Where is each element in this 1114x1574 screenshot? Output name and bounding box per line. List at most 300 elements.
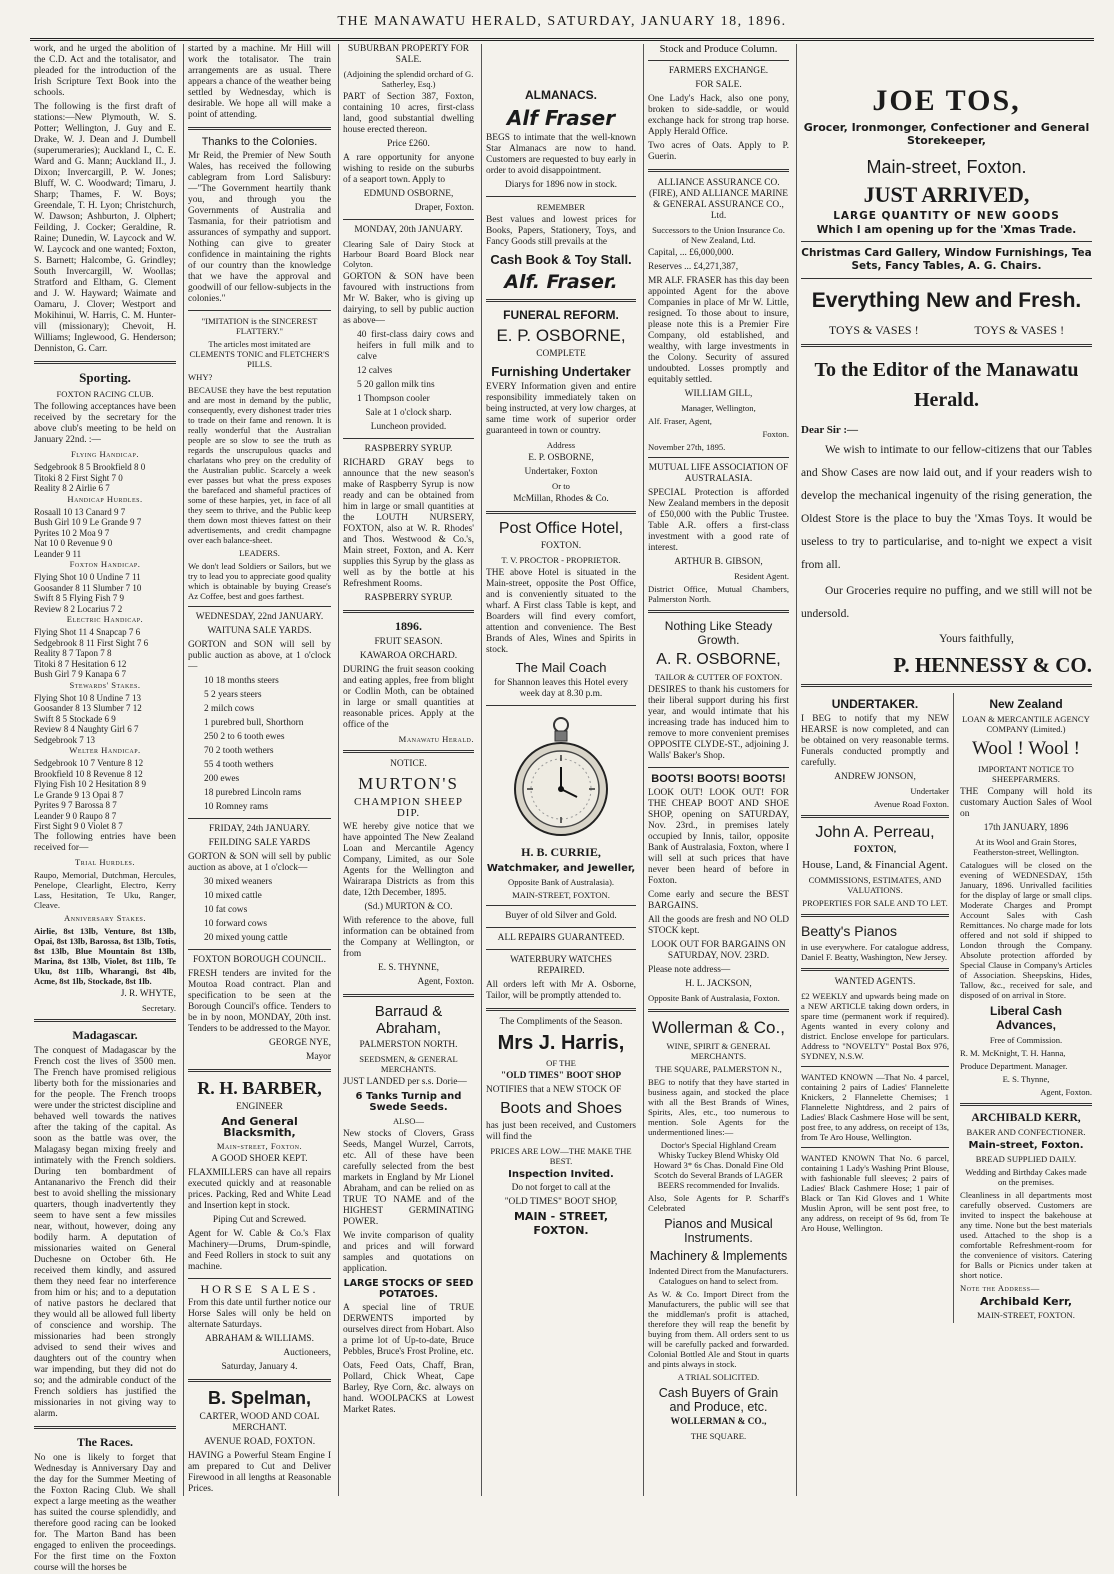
column-3 (338, 44, 478, 1496)
ad-heading: AVENUE ROAD, FOXTON. (203, 1437, 316, 1447)
race-row: Flying Shot 11 4 Snapcap 7 6 (34, 627, 141, 637)
ad-heading: BREAD SUPPLIED DAILY. (975, 1154, 1077, 1164)
ad-text: Agent for W. Cable & Co.'s Flax Machinery—Drums, Drum-spindle, and Feed Rollers in stock to suit any machine. (188, 1229, 331, 1272)
ad-title: Boots and Shoes (500, 1100, 622, 1117)
ad-heading: LARGE STOCKS OF SEED POTATOES. (343, 1278, 474, 1300)
divider (34, 1426, 176, 1429)
ad-heading: LARGE QUANTITY OF NEW GOODS (833, 210, 1060, 222)
ad-text: DESIRES to thank his customers for their liberal support during his first year, and would intimate that his increasing trade has induced him to remove to more convenient premises OPPOSITE CLYDE-ST., adjoining J. Walls' Baker's Shop. (648, 685, 789, 761)
divider (34, 1019, 176, 1022)
race-row: Flying Shot 10 8 Undine 7 13 (34, 692, 142, 703)
column-5 (643, 44, 793, 1496)
ad-title: ARCHIBALD KERR, (971, 1112, 1081, 1124)
ad-heading: Pianos and Musical Instruments. (664, 1217, 773, 1245)
signature-title: Resident Agent. (734, 571, 789, 581)
ad-text: Luncheon provided. (370, 422, 447, 432)
ad-heading: IMPORTANT NOTICE TO SHEEPFARMERS. (978, 764, 1074, 784)
race-row: Goosander 8 13 Slumber 7 12 (34, 703, 142, 713)
ad-heading: WANTED AGENTS. (834, 977, 916, 987)
column-1 (30, 44, 180, 1573)
ad-heading: FOXTON. (540, 541, 582, 551)
ad-heading: MONDAY, 20th JANUARY. (354, 225, 463, 235)
list-item: 20 mixed young cattle (204, 933, 288, 943)
ad-heading: TAILOR & CUTTER OF FOXTON. (654, 672, 783, 682)
race-heading: Foxton Handicap. (69, 559, 141, 569)
ad-text: BECAUSE they have the best reputation and are most in demand by the public, consequently, every dishonest trader tries to trade on their fame and renown. It is really wonderful that the Australian people are so slow to see the truth as regards the unscrupulous quacks and charlatans who prey on the credulity of the Australian public. Scarcely a week ever passes but what the press exposes the barefaced and shameful practices of some of these harpies, yet, in face of all they seem to thrive, and the Public keep them down most thieves fattest on their advertisements, and credit champagne over each balance-sheet. (188, 385, 331, 545)
ad-heading: "IMITATION is the SINCEREST FLATTERY." (201, 316, 318, 336)
ad-text: 17th JANUARY, 1896 (983, 823, 1069, 833)
ad-title: Wool ! Wool ! (972, 738, 1080, 759)
signature: Alf. Fraser, Agent, (648, 416, 712, 426)
list-item: 40 first-class dairy cows and heifers in full milk and to calve (357, 330, 474, 362)
article-text: No one is likely to forget that Wednesday is Anniversary Day and the day for the Summer Meeting of the Foxton Racing Club. We shall expect a large meeting as the weather has suited the course splendidly, and therefore good racing can be looked for. The Marton Band has been engaged to enliven the proceedings. For the first time on the Foxton course will the horses be (34, 1452, 176, 1573)
race-list (34, 572, 176, 614)
ad-title: John A. Perreau, (815, 824, 935, 841)
divider (188, 127, 331, 130)
section-heading: Sporting. (79, 370, 131, 385)
ad-heading: Which I am opening up for the 'Xmas Trade. (816, 224, 1077, 236)
divider (801, 344, 1092, 347)
ad-heading: New Zealand (989, 697, 1063, 711)
ad-text: Reserves ... £4,271,387, (648, 262, 739, 272)
ad-text: Cleanliness in all departments most carefully observed. Customers are invited to inspect the bakehouse at any time. None but the best materials used. Attached to the shop is a comfortable Refreshment-room for the convenience of visitors. Catering for Balls or Picnics under taken at short notice. (960, 1190, 1092, 1280)
article-text: The following acceptances have been received by the secretary for the above club's meeting to be held on January 22nd. :— (34, 402, 176, 445)
ad-text: A special line of TRUE DERWENTS imported by ourselves direct from Hobart. Also a prime lot of Up-to-date, Bruce Pebbles, Bruce's Frost Proline, etc. (343, 1303, 474, 1357)
ad-title: Mrs J. Harris, (497, 1032, 625, 1054)
ad-text: Successors to the Union Insurance Co. of New Zealand, Ltd. (652, 225, 785, 245)
ad-heading: LEADERS. (239, 548, 280, 558)
ad-heading: Inspection Invited. (508, 1169, 614, 1180)
race-row: Goosander 8 11 Slumber 7 10 (34, 582, 142, 593)
ad-text: Clearing Sale of Dairy Stock at Harbour Board Board Block near Colyton. (343, 239, 474, 269)
signature-title: Undertaker, Foxton (524, 467, 598, 477)
divider (801, 914, 949, 917)
race-row: First Sight 9 0 Violet 8 7 (34, 821, 123, 831)
article-text: work, and he urged the abolition of the C.D. Act and the totalisator, and pleaded for the introduction of the Irish Scripture Text Book into the schools. (34, 44, 176, 98)
ad-text: Catalogues will be closed on the evening of WEDNESDAY, 15th January, 1896. Unrivalled facilities for the display of large or small clips. Moderate Charges and Prompt Account Sales with Cash Remittances. No charge made for lots offered and not sold if shipped to London through the Company. Absolute protection afforded by Special Clause in Company's Articles of Association. Sheepskins, Hides, Tallow, &c., received for sale, and disposed of on arrival in Store. (960, 860, 1092, 1000)
letter-body: Our Groceries require no puffing, and we still will not be undersold. (801, 585, 1092, 620)
ad-heading: PALMERSTON NORTH. (359, 1040, 458, 1050)
ad-text: (Adjoining the splendid orchard of G. Satherley, Esq.) (343, 69, 474, 89)
signature-title: Draper, Foxton. (414, 203, 474, 213)
ad-title: Alf. Fraser. (504, 271, 618, 293)
ad-heading: FUNERAL REFORM. (503, 308, 619, 322)
ad-heading: BOOTS! BOOTS! BOOTS! (651, 773, 786, 785)
masthead: THE MANAWATU HERALD, SATURDAY, JANUARY 18, 1896. (30, 14, 1094, 41)
ad-text: THE Company will hold its customary Auction Sales of Wool on (960, 787, 1092, 819)
signature-title: Produce Department. Manager. (960, 1061, 1068, 1071)
ad-text: TOYS & VASES ! (974, 323, 1065, 337)
divider (343, 438, 474, 439)
ad-text: Come early and secure the BEST BARGAINS. (648, 890, 789, 911)
ad-heading: MUTUAL LIFE ASSOCIATION OF AUSTRALASIA. (648, 463, 789, 484)
letter-closing: Yours faithfully, (939, 633, 1014, 645)
ad-text: At its Wool and Grain Stores, Featherston-street, Wellington. (973, 837, 1079, 857)
divider (486, 196, 636, 197)
subheading: FOXTON RACING CLUB. (56, 389, 154, 399)
ad-heading: WEDNESDAY, 22nd JANUARY. (195, 612, 324, 622)
ad-text: We invite comparison of quality and prices and will forward samples and quotations on application. (343, 1231, 474, 1274)
ad-text: Capital, ... £6,000,000. (648, 248, 734, 258)
ad-text: RICHARD GRAY begs to announce that the new season's make of Raspberry Syrup is now ready and can be obtained from him in large or small quantities at the LOUTH NURSERY, FOXTON, also at W. R. Rhodes' and Thos. Westwood & Co.'s, Main street, Foxton, and A. Kerr supplies this Syrup by the glass as well as by the bottle at his Refreshment Rooms. (343, 458, 474, 589)
ad-heading: SUBURBAN PROPERTY FOR SALE. (348, 44, 469, 65)
ad-heading: T. V. PROCTOR - PROPRIETOR. (501, 555, 621, 565)
ad-title: B. Spelman, (207, 1388, 312, 1408)
ad-text: EVERY Information given and entire responsibility immediately taken on being instructed, at very low charges, at same time work of superior order guaranteed in town or country. (486, 382, 636, 436)
ad-heading: THE SQUARE, PALMERSTON N., (655, 1064, 782, 1074)
ad-heading: Christmas Card Gallery, Window Furnishings, Tea Sets, Fancy Tables, A. G. Chairs. (801, 247, 1092, 272)
ad-text: PART of Section 387, Foxton, containing 10 acres, first-class land, good substantial dwelling house erected thereon. (343, 92, 474, 135)
race-row: Brookfield 10 8 Revenue 8 12 (34, 768, 143, 779)
signature-title: Avenue Road Foxton. (873, 799, 949, 809)
divider (648, 610, 789, 613)
ad-heading: COMPLETE (536, 349, 586, 359)
article-text: The following entries have been received for— (34, 831, 176, 853)
race-heading: Stewards' Stakes. (69, 679, 141, 690)
article-text: Raupo, Memorial, Dutchman, Hercules, Penelope, Clearlight, Electro, Kerry Lass, Hesitation, Te Uku, Ranger, Cleave. (34, 869, 176, 910)
signature-title: THE SQUARE. (690, 1431, 747, 1441)
signature: ABRAHAM & WILLIAMS. (205, 1334, 314, 1344)
toys-row (801, 323, 1092, 338)
race-heading: Flying Handicap. (70, 449, 139, 459)
ad-text: I BEG to notify that my NEW HEARSE is now completed, and can be obtained on very reasonable terms. Funerals conducted promptly and carefully. (801, 714, 949, 768)
ad-text: NOTIFIES that a NEW STOCK OF (486, 1085, 622, 1095)
ad-text: District Office, Mutual Chambers, Palmerston North. (648, 584, 789, 604)
stock-list (188, 877, 331, 944)
ad-heading: RASPBERRY SYRUP. (364, 593, 453, 603)
race-row: Pyrites 10 2 Moa 9 7 (34, 527, 110, 538)
ad-text: Also, Sole Agents for P. Scharff's Celebrated (648, 1193, 789, 1213)
divider (486, 1008, 636, 1011)
divider (801, 815, 949, 818)
ad-heading: Machinery & Implements (649, 1249, 788, 1263)
article-text: The following is the first draft of stations:—New Plymouth, W. S. Potter; Wellington, J. Guy and E. Drake, W. J. Dean and J. Dumbell (superumeraries); Auckland I., C. E. Ward and G. Mann; Auckland II., J. Dixon; Invercargill, P. W. Jones; Bluff, W. C. Woodward; Timaru, J. Sharp; Thames, F. W. Boys; Greendale, T. H. Lyon; Christchurch, W. Dawson; Ashburton, J. Olphert; Feilding, J. Cocker; Geraldine, R. Raine; Dunedin, W. Laycock and W. W. Laycock and one wanted; Foxton, S. Barnett; Halcombe, G. Grindley; South Invercargill, W. Woollas; Stratford and Eltham, G. Clement and J. W. Hayward; Waimate and Oamaru, J. Clover; Westport and Mokihinui, W. Harris, C. M. Hunter-vill (missionary); Chevoit, H. Williams; Inglewood, G. Henderson; Denniston, G. Carr. (34, 102, 176, 354)
ad-text: COMMISSIONS, ESTIMATES, AND VALUATIONS. (808, 875, 942, 895)
article-text: The conquest of Madagascar by the French cost the lives of 3500 men. The French have promised religious liberty both for the missionaries and for the people. The French troops were under the strictest discipline and behaved well towards the natives after the taking of the capital. As soon as the battle was over, the Malagasy began mixing freely and intimately with the French soldiers. During ten bombardment of Antananarivo the French did their best to avoid shelling the missionary quarters, though inadvertently they seem to have sent a few missiles near, without, however, doing any bodily harm. A deputation of missionaries waited on General Duchesne on October 6th. He received them kindly, and assured them they need fear no interference from him or his; and to a deputation of native pastors he declared that they would all be allowed full liberty of conscience and worship. The missionaries had been strongly advised to send their wives and daughters out of the country when war impending, but they did not do so; and the admirable conduct of the French soldiers has justified the missionaries in not giving way to alarm. (34, 1045, 176, 1419)
divider (801, 241, 1092, 242)
divider (648, 169, 789, 172)
divider (188, 606, 331, 607)
race-row: Swift 8 5 Stockade 6 9 (34, 713, 116, 724)
race-list (34, 462, 176, 494)
ad-heading: LOAN & MERCANTILE AGENCY COMPANY (Limited.) (962, 714, 1090, 734)
ad-text: LOOK OUT! LOOK OUT! FOR THE CHEAP BOOT AND SHOE SHOP, opening on SATURDAY, Nov. 23rd., in premises lately occupied by Innis, tailor, opposite Bank of Australasia, Foxton, where I will sell at such prices that have never been heard of before in Foxton. (648, 788, 789, 886)
race-list (34, 693, 176, 746)
ad-text: DURING the fruit season cooking and eating apples, free from blight or Codlin Moth, can be obtained in large or small quantities at reasonable prices. Apply at the office of the (343, 665, 474, 730)
divider (648, 767, 789, 768)
ad-text: GORTON & SON have been favoured with instructions from Mr W. Baker, who is giving up dairying, to sell by public auction as above— (343, 272, 474, 326)
signature-title: Mayor (306, 1052, 331, 1062)
divider (648, 60, 789, 61)
ad-text: MR ALF. FRASER has this day been appointed Agent for the above Companies in place of Mr W. Little, resigned. To those about to insure, please note this is a Premier Fire Company, old established, and wealthy, with large investments in the Colony. Security of assured undoubted. Losses promptly and equitably settled. (648, 276, 789, 385)
ad-text: Two acres of Oats. Apply to P. Guerin. (648, 141, 789, 162)
ad-text: PRICES ARE LOW—THE MAKE THE BEST. (490, 1146, 632, 1166)
divider (486, 905, 636, 906)
signature-title: Agent, Foxton. (417, 977, 474, 987)
ad-text: Note the Address— (960, 1283, 1040, 1293)
section-heading: Thanks to the Colonies. (201, 136, 318, 148)
letter-title: To the Editor of the Manawatu Herald. (814, 359, 1079, 411)
list-item: 12 calves (357, 366, 393, 376)
list-item: 1 Thompson cooler (357, 394, 430, 404)
ad-heading: 1896. (395, 619, 422, 633)
ad-title: Barraud & Abraham, (374, 1003, 443, 1037)
list-item: 5 2 years steers (204, 690, 262, 700)
ad-text: MAIN-STREET, FOXTON. (512, 890, 610, 900)
column-4 (481, 44, 640, 1496)
pocket-watch-icon (511, 711, 611, 841)
ad-heading: WINE, SPIRIT & GENERAL MERCHANTS. (666, 1041, 771, 1061)
ad-text: All the goods are fresh and NO OLD STOCK kept. (648, 915, 789, 936)
ad-text: New stocks of Clovers, Grass Seeds, Mangel Wurzel, Carrots, etc. All of these have been carefully selected from the best markets in England by Mr Lionel Abraham, and can be relied on as TRUE TO NAME and of the HIGHEST GERMINATING POWER. (343, 1129, 474, 1227)
ad-text: Indented Direct from the Manufacturers. Catalogues on hand to select from. (648, 1266, 789, 1286)
race-list (34, 627, 176, 680)
ad-text: McMillan, Rhodes & Co. (513, 494, 609, 504)
ad-text: Buyer of old Silver and Gold. (505, 911, 617, 921)
race-row: Reality 8 2 Airlie 6 7 (34, 483, 110, 493)
ad-text: With reference to the above, full information can be obtained from the Company at Wellington, or from (343, 916, 474, 959)
ad-heading: Watchmaker, and Jeweller, (486, 863, 636, 874)
ad-text: TOYS & VASES ! (828, 323, 919, 337)
divider (188, 1069, 331, 1072)
ad-heading: BAKER AND CONFECTIONER. (966, 1127, 1086, 1137)
divider (343, 994, 474, 997)
race-row: Review 8 2 Locarius 7 2 (34, 603, 123, 614)
article-text: started by a machine. Mr Hill will work the totalisator. The train arrangements are as usual. There appears a chance of the weather being settled by Wednesday, which is desirable. We hope all will make a point of attending. (188, 44, 331, 120)
ad-text: Address (546, 440, 576, 450)
ad-text: Opposite Bank of Australasia, Foxton. (648, 993, 780, 1003)
ad-heading: 6 Tanks Turnip and Swede Seeds. (355, 1091, 462, 1113)
list-item: 30 mixed weaners (204, 877, 273, 887)
ad-heading: "OLD TIMES" BOOT SHOP (500, 1071, 622, 1081)
ad-text: We don't lead Soldiers or Sailors, but we try to lead you to appreciate good quality which is obtainable by buying Crease's Az Coffee, best and goes farthest. (188, 561, 331, 601)
ad-title: H. B. CURRIE, (521, 845, 601, 859)
ad-heading: A TRIAL SOLICITED. (677, 1372, 760, 1382)
signature: EDMUND OSBORNE, (363, 189, 454, 199)
race-row: Le Grande 9 13 Opai 8 7 (34, 789, 124, 800)
divider (343, 610, 474, 613)
ad-heading: FOXTON, (853, 845, 897, 855)
ad-heading: And General Blacksmith, (221, 1115, 298, 1139)
race-row: Nat 10 0 Revenue 9 0 (34, 538, 113, 548)
divider (801, 968, 949, 971)
ad-heading: ALLIANCE ASSURANCE CO. (FIRE), AND ALLIANCE MARINE & GENERAL ASSURANCE CO., Ltd. (648, 178, 789, 221)
divider (343, 750, 474, 753)
column-6 (796, 44, 1096, 1496)
signature-title: Foxton. (762, 429, 789, 439)
divider (801, 684, 1092, 687)
signature-title: Manager, Wellington, (681, 403, 756, 413)
race-row: Swift 8 5 Flying Fish 7 9 (34, 593, 125, 603)
signature: ARTHUR B. GIBSON, (674, 557, 763, 567)
ad-text: ALSO— (392, 1116, 425, 1126)
section-heading: The Races. (77, 1434, 133, 1449)
ad-heading: WAITUNA SALE YARDS. (207, 626, 312, 636)
ad-heading: SEEDSMEN, & GENERAL MERCHANTS. (359, 1054, 458, 1074)
ad-heading: Grocer, Ironmonger, Confectioner and General Storekeeper, (803, 121, 1090, 147)
ad-title: Post Office Hotel, (498, 520, 624, 537)
ad-heading: FEILDING SALE YARDS (208, 838, 311, 848)
ad-heading: Nothing Like Steady Growth. (664, 619, 773, 647)
ad-text: for Shannon leaves this Hotel every week day at 8.30 p.m. (493, 678, 629, 699)
ad-text: All orders left with Mr A. Osborne, Tailor, will be promptly attended to. (486, 980, 636, 1001)
race-row: Reality 8 7 Tapon 7 8 (34, 648, 112, 658)
signature: Manawatu Herald. (398, 734, 474, 744)
divider (188, 818, 331, 819)
letter-body: We wish to intimate to our fellow-citizens that our Tables and Show Cases are now laid out, and if your readers wish to develop the mechanical ingenuity of the rising generation, the Oldest Store is the place to buy the 'Xmas Toys. It would be useless to try to particularise, and to-night we expect a visit from all. (801, 444, 1092, 571)
ad-text: LOOK OUT FOR BARGAINS ON SATURDAY, NOV. 23RD. (651, 940, 786, 961)
ad-text: JUST LANDED per s.s. Dorie— (343, 1077, 467, 1087)
ad-heading: WATERBURY WATCHES REPAIRED. (510, 955, 612, 976)
signature: Archibald Kerr, (979, 1295, 1073, 1308)
ad-title: JUST ARRIVED, (863, 182, 1030, 207)
list-item: 250 2 to 6 tooth ewes (204, 732, 285, 742)
ad-heading: ALL REPAIRS GUARANTEED. (497, 933, 625, 943)
list-item: 18 purebred Lincoln rams (204, 788, 302, 798)
divider (648, 1009, 789, 1012)
ad-text: "OLD TIMES" BOOT SHOP, (504, 1197, 618, 1207)
ad-text: FLAXMILLERS can have all repairs executed quickly and at reasonable prices. Packing, Red and White Lead and Insertion kept in stock. (188, 1168, 331, 1211)
ad-text: THE above Hotel is situated in the Main-street, opposite the Post Office, and is conveniently situated to the wharf. A First class Table is kept, and Boarders will find every comfort, attention and convenience. The Best Brands of Ales, Wines and Spirits in stock. (486, 568, 636, 655)
ad-text: Do not forget to call at the (511, 1183, 611, 1193)
divider (648, 457, 789, 458)
signature: E. S. THYNNE, (377, 963, 440, 973)
ad-heading: House, Land, & Financial Agent. (802, 859, 948, 871)
signature: (Sd.) MURTON & CO. (364, 902, 453, 912)
ad-title: R. H. BARBER, (197, 1078, 322, 1098)
letter-salutation: Dear Sir :— (801, 424, 859, 436)
ad-title: Alf Fraser (506, 106, 616, 130)
ad-heading: FOXTON. (533, 1224, 589, 1237)
ad-heading: Liberal Cash Advances, (989, 1004, 1063, 1032)
signature-title: Auctioneers, (283, 1348, 331, 1358)
stock-list (343, 330, 474, 405)
list-item: 5 20 gallon milk tins (357, 380, 435, 390)
ad-text: Best values and lowest prices for Books, Papers, Stationery, Toys, and Fancy Goods still prevails at the (486, 215, 636, 247)
list-item: 10 forward cows (204, 919, 268, 929)
race-row: Titoki 8 7 Hesitation 6 12 (34, 658, 127, 669)
list-item: 2 milch cows (204, 704, 254, 714)
race-heading: Welter Handicap. (69, 745, 141, 755)
ad-text: has just been received, and Customers will find the (486, 1121, 636, 1142)
ad-text: Saturday, January 4. (221, 1362, 298, 1372)
ad-text: HAVING a Powerful Steam Engine I am prepared to Cut and Deliver Firewood in all lengths at Reasonable Prices. (188, 1451, 331, 1494)
race-heading: Anniversary Stakes. (64, 912, 146, 923)
ad-text: BEGS to intimate that the well-known Star Almanacs are now to hand. Customers are requested to buy early in order to avoid disappointment. (486, 133, 636, 176)
race-row: Bush Girl 7 9 Kanapa 6 7 (34, 669, 126, 679)
ad-text: From this date until further notice our Horse Sales will only be held on alternate Saturdays. (188, 1298, 331, 1330)
ad-heading: FRIDAY, 24th JANUARY. (209, 824, 310, 834)
ad-text: WE hereby give notice that we have appointed The New Zealand Loan and Mercantile Agency Company, Limited, as our Sole Agents for the Wellington and Wairarapa Districts as from this date, 12th December, 1895. (343, 822, 474, 898)
ad-title: Wollerman & Co., (652, 1018, 785, 1037)
list-item: 200 ewes (204, 774, 240, 784)
race-heading: Electric Handicap. (66, 614, 144, 624)
ad-text: As W. & Co. Import Direct from the Manufacturers, the public will see that the middleman's profit is attached, therefore they will reap the benefit by buying from them. All orders sent to us will be carefully packed and forwarded. Colonial Bottled Ale and Stout in quarts and pints always in stock. (648, 1289, 789, 1369)
race-row: Review 8 4 Naughty Girl 6 7 (34, 724, 139, 734)
race-row: Rosaall 10 13 Canard 9 7 (34, 506, 126, 517)
divider (188, 1379, 331, 1382)
signature-title: Undertaker (910, 786, 949, 796)
signature-title: Secretary. (141, 1002, 176, 1013)
ad-text: Sale at 1 o'clock sharp. (365, 408, 452, 418)
signature: GEORGE NYE, (269, 1038, 331, 1048)
ad-text: Doctor's Special Highland Cream Whisky Tuckey Blend Whisky Old Howard 3* 6s Chas. Donald Fine Old Scotch do Several Brands of LAGER BEERS recommended for Invalids. (653, 1140, 784, 1190)
ad-text: November 27th, 1895. (648, 442, 726, 452)
ad-text: Free of Commission. (989, 1035, 1063, 1045)
ad-text: OF THE (546, 1058, 576, 1068)
ad-text: SPECIAL Protection is afforded New Zealand members in the deposit of £50,000 with the Public Trustee. Table A.R. offers a first-class investment with a good rate of interest. (648, 488, 789, 553)
section-heading: Madagascar. (72, 1027, 138, 1042)
list-item: 1 purebred bull, Shorthorn (204, 718, 304, 728)
divider (801, 278, 1092, 279)
ad-text: WANTED KNOWN —That No. 4 parcel, containing 2 pairs of Ladies' Flannelette Knickers, 2 Flannelette Chemises; 1 Flannelette Nightdress, and 2 pairs of Ladies' Black Cashmere Hose will be sent, post free, to any address, on receipt of 13s, from Te Aro House, Wellington. (801, 1072, 949, 1142)
stock-list (188, 676, 331, 813)
ad-text: in use everywhere. For catalogue address, Daniel F. Beatty, Washington, New Jersey. (801, 942, 949, 962)
ad-heading: Main-street, Foxton. (866, 157, 1027, 177)
ad-text: FRESH tenders are invited for the Moutoa Road contract. Plan and specification to be seen at the Borough Council's office. Tenders to be in by noon, MONDAY, 20th inst. Tenders to be addressed to the Mayor. (188, 969, 331, 1034)
race-row: Sedgebrook 7 13 (34, 734, 95, 745)
ad-text: WHY? (188, 372, 213, 382)
divider (188, 310, 331, 311)
ad-text: PROPERTIES FOR SALE AND TO LET. (802, 898, 948, 908)
race-row: Sedgebrook 10 7 Venture 8 12 (34, 758, 144, 768)
bottom-right-ads (960, 693, 1092, 1323)
list-item: 55 4 tooth wethers (204, 760, 274, 770)
divider (801, 1147, 949, 1148)
signature: R. M. McKnight, T. H. Hanna, (960, 1048, 1066, 1058)
list-item: 10 Romney rams (204, 802, 269, 812)
signature: WILLIAM GILL, (684, 389, 753, 399)
ad-text: One Lady's Hack, also one pony, broken to side-saddle, or would exchange hack for strong trap horse. Apply Herald Office. (648, 94, 789, 137)
race-heading: Trial Hurdles. (74, 856, 136, 867)
divider (188, 1278, 331, 1279)
ad-heading: KAWAROA ORCHARD. (359, 651, 458, 661)
ad-heading: REMEMBER (536, 202, 586, 212)
ad-heading: A GOOD SHOER KEPT. (211, 1154, 308, 1164)
divider (801, 1066, 949, 1067)
race-list (34, 758, 176, 832)
signature-title: MAIN-STREET, FOXTON. (977, 1310, 1075, 1320)
ad-heading: Cash Buyers of Grain and Produce, etc. (658, 1386, 779, 1414)
race-row: Titoki 8 2 First Sight 7 0 (34, 472, 123, 483)
ad-heading: MAIN - STREET, (513, 1210, 609, 1223)
ad-heading: FARMERS EXCHANGE. (668, 66, 769, 76)
race-row: Leander 9 11 (34, 548, 82, 559)
divider (486, 705, 636, 706)
divider (486, 927, 636, 928)
divider (486, 511, 636, 514)
ad-heading: RASPBERRY SYRUP. (364, 444, 453, 454)
signature: WOLLERMAN & CO., (670, 1417, 767, 1427)
race-row: Pyrites 9 7 Barossa 8 7 (34, 800, 117, 810)
ad-title: MURTON'S (358, 774, 459, 793)
divider (486, 299, 636, 302)
ad-heading: UNDERTAKER. (831, 697, 919, 711)
list-item: 10 mixed cattle (204, 891, 262, 901)
letter-signature: P. HENNESSY & CO. (893, 653, 1092, 677)
ad-text: WANTED KNOWN That No. 6 parcel, containing 1 Lady's Washing Print Blouse, with fashionable full sleeves; 2 pairs of Ladies' Black Cashmere Hose; 1 pair of Black or Tan Kid Gloves and 1 White Muslin Apron, will be sent post free, to any address, on receipt of 9s 6d, from Te Aro House, Wellington. (801, 1153, 949, 1233)
ad-text: The articles most imitated are CLEMENTS TONIC and FLETCHER'S PILLS. (189, 339, 330, 369)
ad-heading: Furnishing Undertaker (491, 364, 631, 379)
ad-title: E. P. OSBORNE, (496, 326, 626, 345)
bottom-left-ads (801, 693, 954, 1323)
ad-title: A. R. OSBORNE, (656, 651, 781, 668)
ad-text: Main-street, Foxton. (216, 1141, 303, 1151)
ad-title: Everything New and Fresh. (811, 289, 1082, 312)
ad-heading: Main-street, Foxton. (968, 1140, 1084, 1151)
ad-heading: Cash Book & Toy Stall. (490, 252, 632, 267)
ad-text: BEG to notify that they have started in business again, and stocked the place with all the Best Brands of Wines, Spirits, Ales, etc., too numerous to mention. Sole Agents for the undermentioned lines:— (648, 1077, 789, 1137)
